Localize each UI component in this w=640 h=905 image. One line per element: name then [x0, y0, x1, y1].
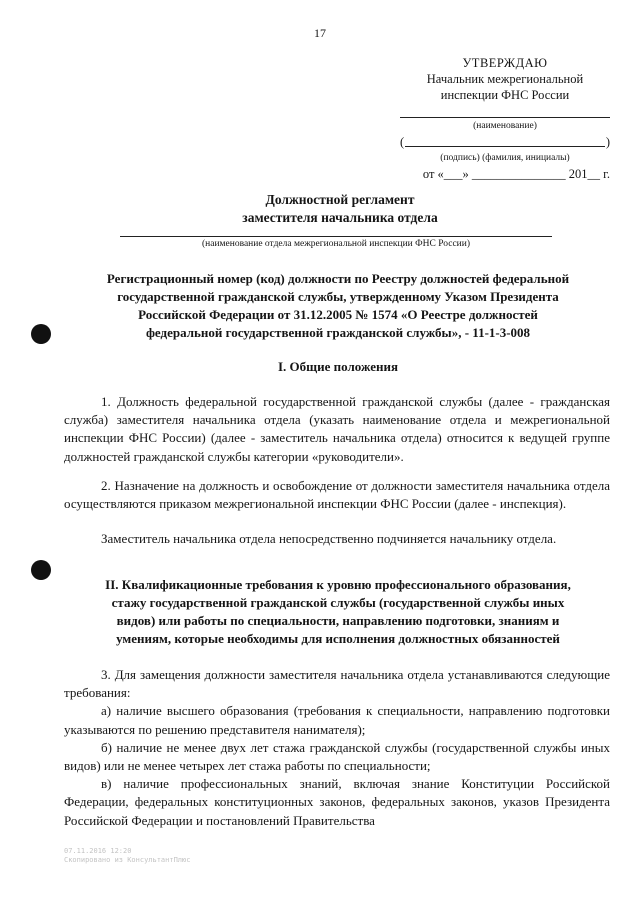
requirement-b: б) наличие не менее двух лет стажа гражданской службы (государственной службы иных видов) или не менее четырех лет стажа работы по специальности; — [64, 739, 610, 774]
registration-line1: Регистрационный номер (код) должности по Реестру должностей федеральной — [106, 271, 570, 286]
section2-heading-line3: видов) или работы по специальности, направлению подготовки, знаниям и — [116, 613, 560, 628]
stamp-line2: Скопировано из КонсультантПлюс — [64, 856, 191, 864]
registration-line2: государственной гражданской службы, утвержденному Указом Президента — [117, 289, 559, 304]
approval-block — [400, 55, 610, 182]
close-paren: ) — [605, 135, 610, 149]
paragraph-text: 1. Должность федеральной государственной гражданской службы (далее - гражданская служба) заместителя начальника отдела (указать наименование отдела и межрегиональной инспекции ФНС России) (далее - заместитель начальника отдела) относится к ведущей группе должностей гражданской службы категории «руководители». — [64, 394, 610, 464]
section1-paragraph1 — [64, 393, 610, 466]
paragraph-text: Заместитель начальника отдела непосредственно подчиняется начальнику отдела. — [101, 531, 557, 546]
approval-name-caption: (наименование) — [473, 121, 537, 131]
section2-heading-line2: стажу государственной гражданской службы (государственной службы иных — [111, 595, 565, 610]
registration-line4: федеральной государственной гражданской службы», - 11-1-3-008 — [145, 325, 531, 340]
requirement-a: а) наличие высшего образования (требования к специальности, направлению подготовки указываются по решению представителя нанимателя); — [64, 703, 610, 737]
section1-paragraph3 — [64, 530, 610, 548]
section2-heading — [68, 576, 608, 648]
registration-number-block — [68, 270, 608, 342]
binder-hole — [31, 324, 51, 344]
section1-paragraph2 — [64, 477, 610, 513]
approval-position-line1: Начальник межрегиональной — [426, 72, 584, 86]
document-title — [0, 191, 640, 227]
approval-position-line2: инспекции ФНС России — [440, 88, 570, 102]
signature-blank — [405, 146, 605, 147]
section2-heading-line1: II. Квалификационные требования к уровню профессионального образования, — [105, 577, 571, 592]
section2-body — [64, 666, 610, 830]
section2-heading-line4: умениям, которые необходимы для исполнения должностных обязанностей — [116, 631, 560, 646]
page-number: 17 — [314, 26, 326, 40]
approval-date-line: от «___» _______________ 201__ г. — [422, 167, 610, 181]
paragraph-text: 2. Назначение на должность и освобождение от должности заместителя начальника отдела осуществляются приказом межрегиональной инспекции ФНС России (далее - инспекция). — [64, 478, 610, 512]
approval-title: УТВЕРЖДАЮ — [462, 56, 548, 70]
section1-heading: I. Общие положения — [278, 359, 398, 374]
binder-hole — [31, 560, 51, 580]
org-name-caption: (наименование отдела межрегиональной инспекции ФНС России) — [120, 236, 552, 249]
requirement-c: в) наличие профессиональных знаний, включая знание Конституции Российской Федерации, федеральных конституционных законов, федеральных законов, указов Президента Российской Федерации и постановлений Правительства — [64, 776, 610, 828]
open-paren: ( — [400, 135, 405, 149]
document-title-line1: Должностной регламент — [265, 192, 415, 207]
approval-signature-row — [400, 136, 610, 150]
requirements-intro: 3. Для замещения должности заместителя начальника отдела устанавливаются следующие требования: — [64, 667, 610, 701]
approval-name-blank — [400, 113, 610, 118]
stamp-line1: 07.11.2016 12:20 — [64, 847, 132, 855]
consultant-stamp — [64, 847, 190, 865]
document-title-line2: заместителя начальника отдела — [242, 210, 438, 225]
registration-line3: Российской Федерации от 31.12.2005 № 1574 «О Реестре должностей — [138, 307, 538, 322]
approval-signature-caption: (подпись) (фамилия, инициалы) — [440, 153, 570, 163]
